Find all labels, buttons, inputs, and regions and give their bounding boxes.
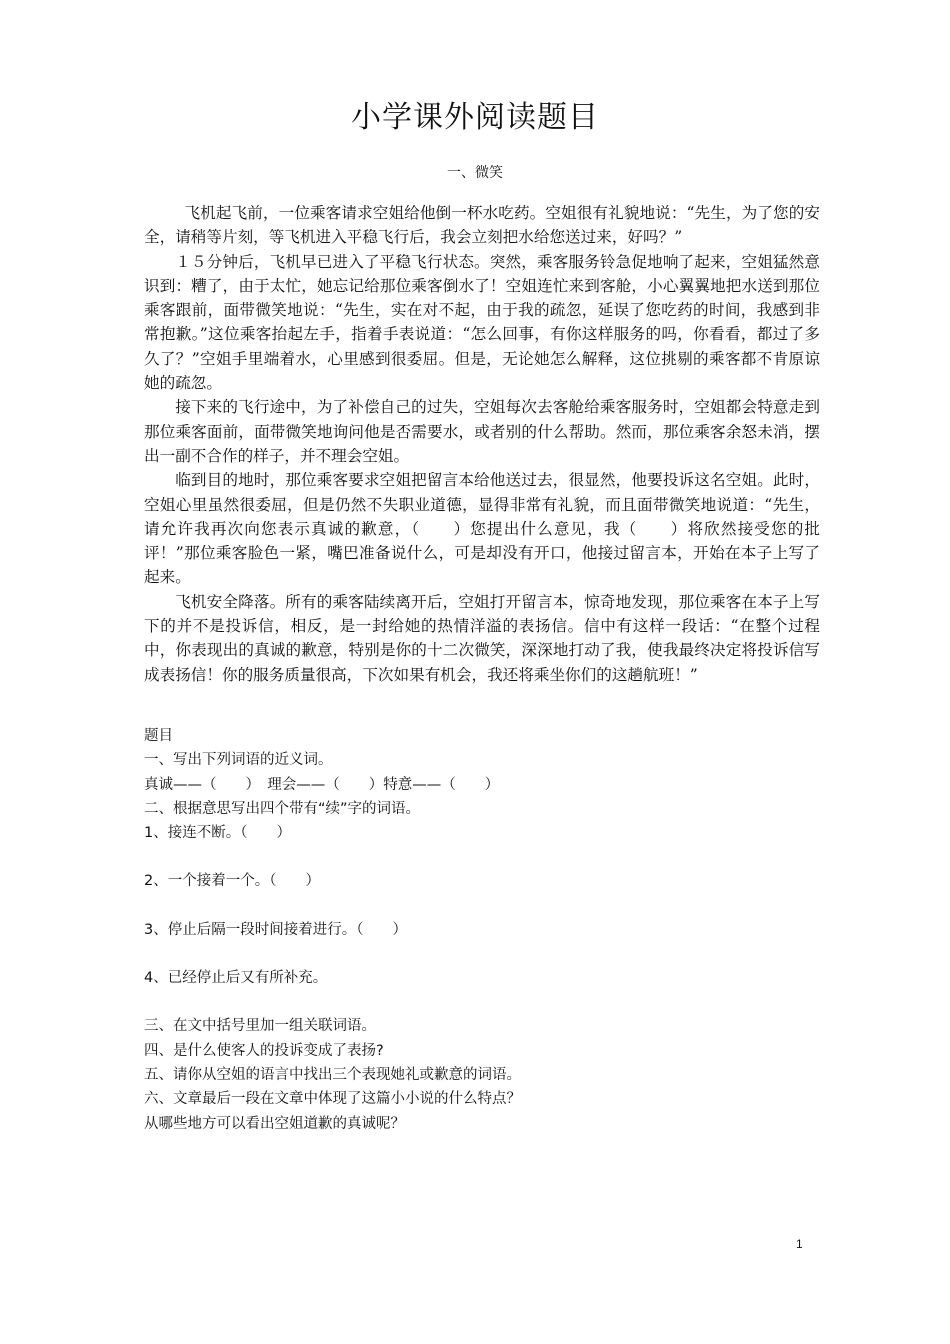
page-number: 1	[796, 1237, 803, 1251]
story-paragraph: 临到目的地时，那位乘客要求空姐把留言本给他送过去，很显然，他要投诉这名空姐。此时，空姐心里虽然很委屈，但是仍然不失职业道德，显得非常有礼貌，而且面带微笑地说道：“先生，请允许我再次向您表示真诚的歉意，（ ）您提出什么意见，我（ ）将欣然接受您的批评！”那位乘客脸色一紧，嘴巴准备说什么，可是却没有开口，他接过留言本，开始在本子上写了起来。	[144, 471, 820, 587]
question-2-item: 1、接连不断。（ ）	[144, 825, 291, 842]
story-paragraph: 飞机安全降落。所有的乘客陆续离开后，空姐打开留言本，惊奇地发现，那位乘客在本子上写下的并不是投诉信，相反，是一封给她的热情洋溢的表扬信。信中有这样一段话：“在整个过程中，你表现出的真诚的歉意，特别是你的十二次微笑，深深地打动了我，使我最终决定将投诉信写成表扬信！你的服务质量很高，下次如果有机会，我还将乘坐你们的这趟航班！”	[144, 592, 820, 684]
question-2-item: 3、停止后隔一段时间接着进行。（ ）	[144, 921, 407, 938]
question-1-words: 真诚——（ ） 理会——（ ）特意——（ ）	[144, 776, 500, 793]
question-5: 五、请你从空姐的语言中找出三个表现她礼或歉意的词语。	[144, 1066, 521, 1083]
story-body	[144, 201, 820, 687]
question-2-item: 2、一个接着一个。（ ）	[144, 873, 320, 890]
question-6: 六、文章最后一段在文章中体现了这篇小小说的什么特点？	[144, 1091, 521, 1108]
story-paragraph: 飞机起飞前，一位乘客请求空姐给他倒一杯水吃药。空姐很有礼貌地说：“先生，为了您的安全，请稍等片刻，等飞机进入平稳飞行后，我会立刻把水给您送过来，好吗？”	[144, 204, 820, 247]
section-title: 一、微笑	[447, 165, 503, 181]
story-paragraph: １５分钟后，飞机早已进入了平稳飞行状态。突然，乘客服务铃急促地响了起来，空姐猛然意识到：糟了，由于太忙，她忘记给那位乘客倒水了！空姐连忙来到客舱，小心翼翼地把水送到那位乘客跟前，面带微笑地说：“先生，实在对不起，由于我的疏忽，延误了您吃药的时间，我感到非常抱歉。”这位乘客抬起左手，指着手表说道：“怎么回事，有你这样服务的吗，你看看，都过了多久了？”空姐手里端着水，心里感到很委屈。但是，无论她怎么解释，这位挑剔的乘客都不肯原谅她的疏忽。	[144, 252, 820, 393]
page-title: 小学课外阅读题目	[351, 100, 599, 135]
questions-label: 题目	[144, 728, 173, 744]
question-3: 三、在文中括号里加一组关联词语。	[144, 1018, 376, 1035]
questions-section	[144, 724, 820, 1136]
story-paragraph: 接下来的飞行途中，为了补偿自己的过失，空姐每次去客舱给乘客服务时，空姐都会特意走到那位乘客面前，面带微笑地询问他是否需要水，或者别的什么帮助。然而，那位乘客余怒未消，摆出一副不合作的样子，并不理会空姐。	[144, 398, 820, 465]
question-4: 四、是什么使客人的投诉变成了表扬?	[144, 1042, 384, 1059]
question-6-followup: 从哪些地方可以看出空姐道歉的真诚呢？	[144, 1115, 405, 1132]
question-2-item: 4、已经停止后又有所补充。	[144, 970, 328, 987]
question-2: 二、根据意思写出四个带有“续”字的词语。	[144, 800, 421, 817]
question-1: 一、写出下列词语的近义词。	[144, 752, 333, 769]
